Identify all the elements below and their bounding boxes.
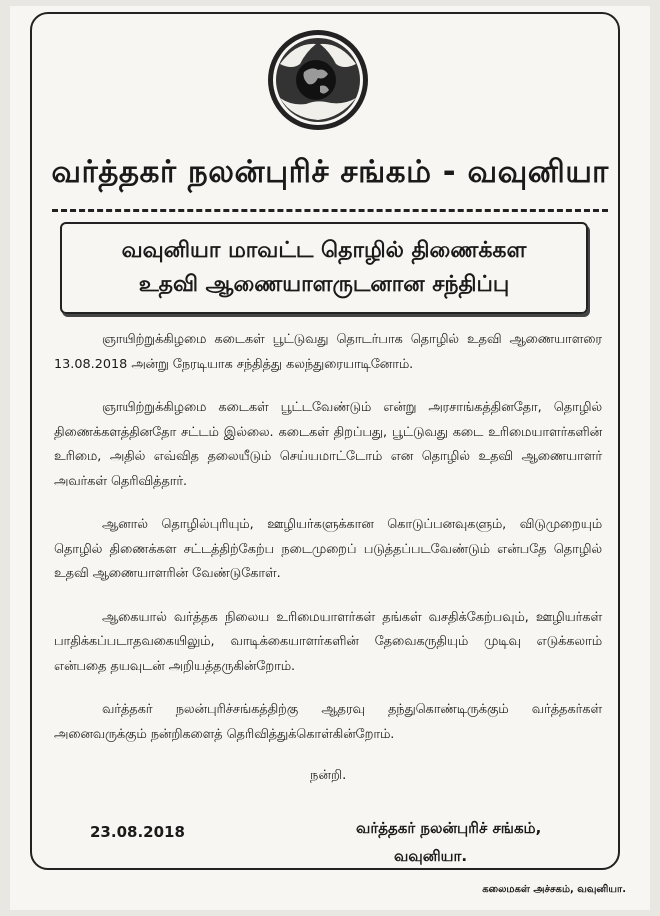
paragraph: ஆகையால் வர்த்தக நிலைய உரிமையாளர்கள் தங்கள் வசதிக்கேற்பவும், ஊழியர்கள் பாதிக்கப்படாதவகையிலும், வாடிக்கையாளர்களின் தேவைகருதியும் முடிவு எடுக்கலாம் என்பதை தயவுடன் அறியத்தருகின்றோம். <box>54 609 602 674</box>
paragraph: ஞாயிற்றுக்கிழமை கடைகள் பூட்டவேண்டும் என்று அரசாங்கத்தினதோ, தொழில் திணைக்களத்தினதோ சட்டம் இல்லை. கடைகள் திறப்பது, பூட்டுவது கடை உரிமையாளர்களின் உரிமை, அதில் எவ்வித தலையீடும் செய்யமாட்டோம் என தொழில் உதவி ஆணையாளர் அவர்கள் தெரிவித்தார். <box>54 400 602 489</box>
signature-block <box>356 814 541 870</box>
thanks-text: நன்றி. <box>310 768 347 783</box>
dashed-divider <box>52 209 608 212</box>
printer-credit: கலைமகள் அச்சகம், வவுனியா. <box>482 884 626 895</box>
notice-sheet <box>10 6 650 910</box>
signature-line-2: வவுனியா. <box>394 847 468 865</box>
notice-date: 23.08.2018 <box>90 823 185 841</box>
subject-box <box>60 222 588 314</box>
paragraph: ஆனால் தொழில்புரியும், ஊழியர்களுக்கான கொடுப்பனவுகளும், விடுமுறையும் தொழில் திணைக்கள சட்டத்திற்கேற்ப நடைமுறைப் படுத்தப்படவேண்டும் என்பதே தொழில் உதவி ஆணையாளரின் வேண்டுகோள். <box>54 517 602 581</box>
organization-title: வர்த்தகர் நலன்புரிச் சங்கம் - வவுனியா <box>51 154 609 190</box>
paragraph: ஞாயிற்றுக்கிழமை கடைகள் பூட்டுவது தொடர்பாக தொழில் உதவி ஆணையாளரை 13.08.2018 அன்று நேரடியாக சந்தித்து கலந்துரையாடினோம். <box>54 332 602 372</box>
globe-in-hands-logo <box>266 28 370 132</box>
subject-line-2: உதவி ஆணையாளருடனான சந்திப்பு <box>138 272 510 297</box>
notice-body <box>54 328 602 766</box>
signature-line-1: வர்த்தகர் நலன்புரிச் சங்கம், <box>356 819 542 837</box>
paragraph: வர்த்தகர் நலன்புரிச்சங்கத்திற்கு ஆதரவு தந்துகொண்டிருக்கும் வர்த்தகர்கள் அனைவருக்கும் நன்றிகளைத் தெரிவித்துக்கொள்கின்றோம். <box>54 702 602 742</box>
subject-line-1: வவுனியா மாவட்ட தொழில் திணைக்கள <box>121 238 527 263</box>
